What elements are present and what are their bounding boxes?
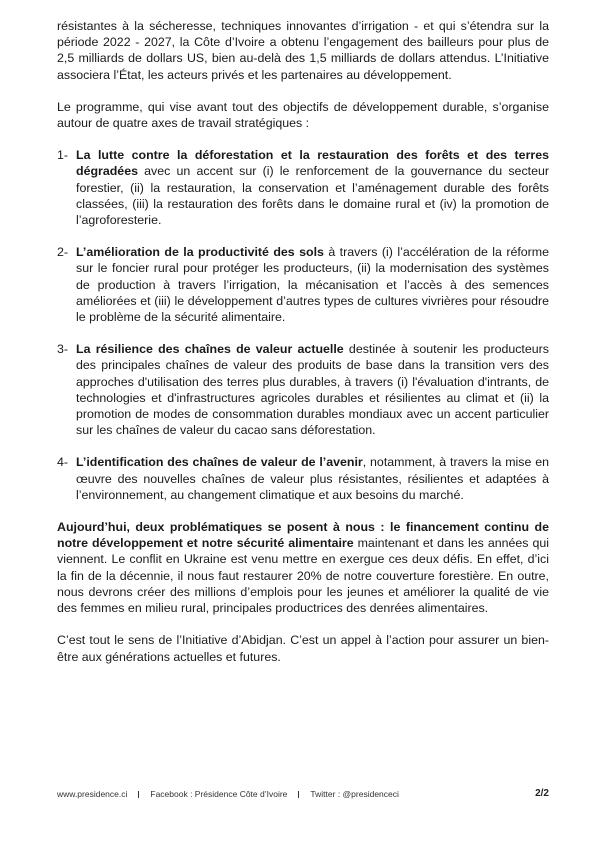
list-item-heading: L’identification des chaînes de valeur de l’avenir: [76, 455, 363, 470]
challenges-paragraph: [57, 519, 549, 616]
list-number: 3-: [57, 342, 69, 357]
program-intro-text: Le programme, qui vise avant tout des objectifs de développement durable, s’organise autour de quatre axes de travail stratégiques :: [57, 99, 549, 131]
footer-website: www.presidence.ci: [57, 789, 128, 799]
footer-divider: [298, 791, 299, 798]
conclusion-text: C’est tout le sens de l’Initiative d’Abidjan. C’est un appel à l’action pour assurer un bien-être aux générations actuelles et futures.: [57, 633, 549, 664]
footer-facebook: Facebook : Présidence Côte d’Ivoire: [150, 789, 288, 799]
conclusion-paragraph: [57, 632, 549, 664]
list-item-text: [76, 454, 549, 503]
list-item: [57, 341, 549, 438]
challenges-heading: Aujourd’hui, deux problématiques se posent à nous : le financement continu de notre développement et notre sécurité alimentaire: [57, 520, 549, 551]
page-footer: [57, 788, 549, 800]
list-item-body: , notamment, à travers la mise en œuvre des nouvelles chaînes de valeur plus résistantes, résilientes et adaptées à l’environnement, au changement climatique et aux besoins du marché.: [76, 455, 549, 502]
list-number: 2-: [57, 245, 69, 260]
document-body: [57, 18, 549, 681]
strategic-axes-list: [57, 147, 549, 503]
list-item-text: [76, 244, 549, 325]
list-item-heading: La résilience des chaînes de valeur actuelle: [76, 342, 344, 357]
challenges-body: maintenant et dans les années qui viennent. Le conflit en Ukraine est venu mettre en exergue ces deux défis. En effet, d’ici la fin de la décennie, il nous faut restaurer 20% de notre couverture forestière. En outre, nous devrons créer des millions d’emplois pour les jeunes et améliorer la qualité de vie des femmes en milieu rural, principales productrices des denrées alimentaires.: [57, 536, 549, 616]
page-number: 2/2: [535, 788, 549, 799]
intro-paragraph: [57, 18, 549, 83]
list-item-body: à travers (i) l’accélération de la réforme sur le foncier rural pour protéger les producteurs, (ii) la modernisation des systèmes de production à travers l’irrigation, la mécanisation et l’accès à des semences améliorées et (iii) le développement d’autres types de cultures vivrières pour résoudre le problème de la sécurité alimentaire.: [76, 245, 550, 325]
list-item-text: [76, 147, 549, 228]
list-item-text: [76, 341, 549, 438]
list-item: [57, 244, 549, 325]
footer-divider: [138, 791, 139, 798]
intro-text: résistantes à la sécheresse, techniques innovantes d’irrigation - et qui s’étendra sur la période 2022 - 2027, la Côte d’Ivoire a obtenu l’engagement des bailleurs pour plus de 2,5 milliards de dollars US, bien au-delà des 1,5 milliards de dollars attendus. L’Initiative associera l’État, les acteurs privés et les partenaires au développement.: [57, 19, 549, 82]
list-item-heading: La lutte contre la déforestation et la restauration des forêts et des terres dégradées: [76, 148, 549, 179]
list-item-body: destinée à soutenir les producteurs des principales chaînes de valeur des produits de base dans la transition vers des approches d'utilisation des terres plus durables, à travers (i) l'évaluation d'intrants, de technologies et d'infrastructures agricoles durables et résilientes au climat et (ii) la promotion de modes de consommation durables mondiaux avec un accent particulier sur les chaînes de valeur du cacao sans déforestation.: [76, 342, 549, 438]
footer-twitter: Twitter : @presidenceci: [310, 789, 399, 799]
program-intro-paragraph: [57, 99, 549, 131]
list-item-body: avec un accent sur (i) le renforcement de la gouvernance du secteur forestier, (ii) la restauration, la conservation et l’aménagement durable des forêts classées, (iii) la restauration des forêts dans le domaine rural et (iv) la promotion de l’agroforesterie.: [76, 164, 549, 228]
list-number: 1-: [57, 148, 69, 163]
list-item: [57, 454, 549, 503]
list-item-heading: L’amélioration de la productivité des sols: [76, 245, 324, 260]
list-number: 4-: [57, 455, 69, 470]
list-item: [57, 147, 549, 228]
